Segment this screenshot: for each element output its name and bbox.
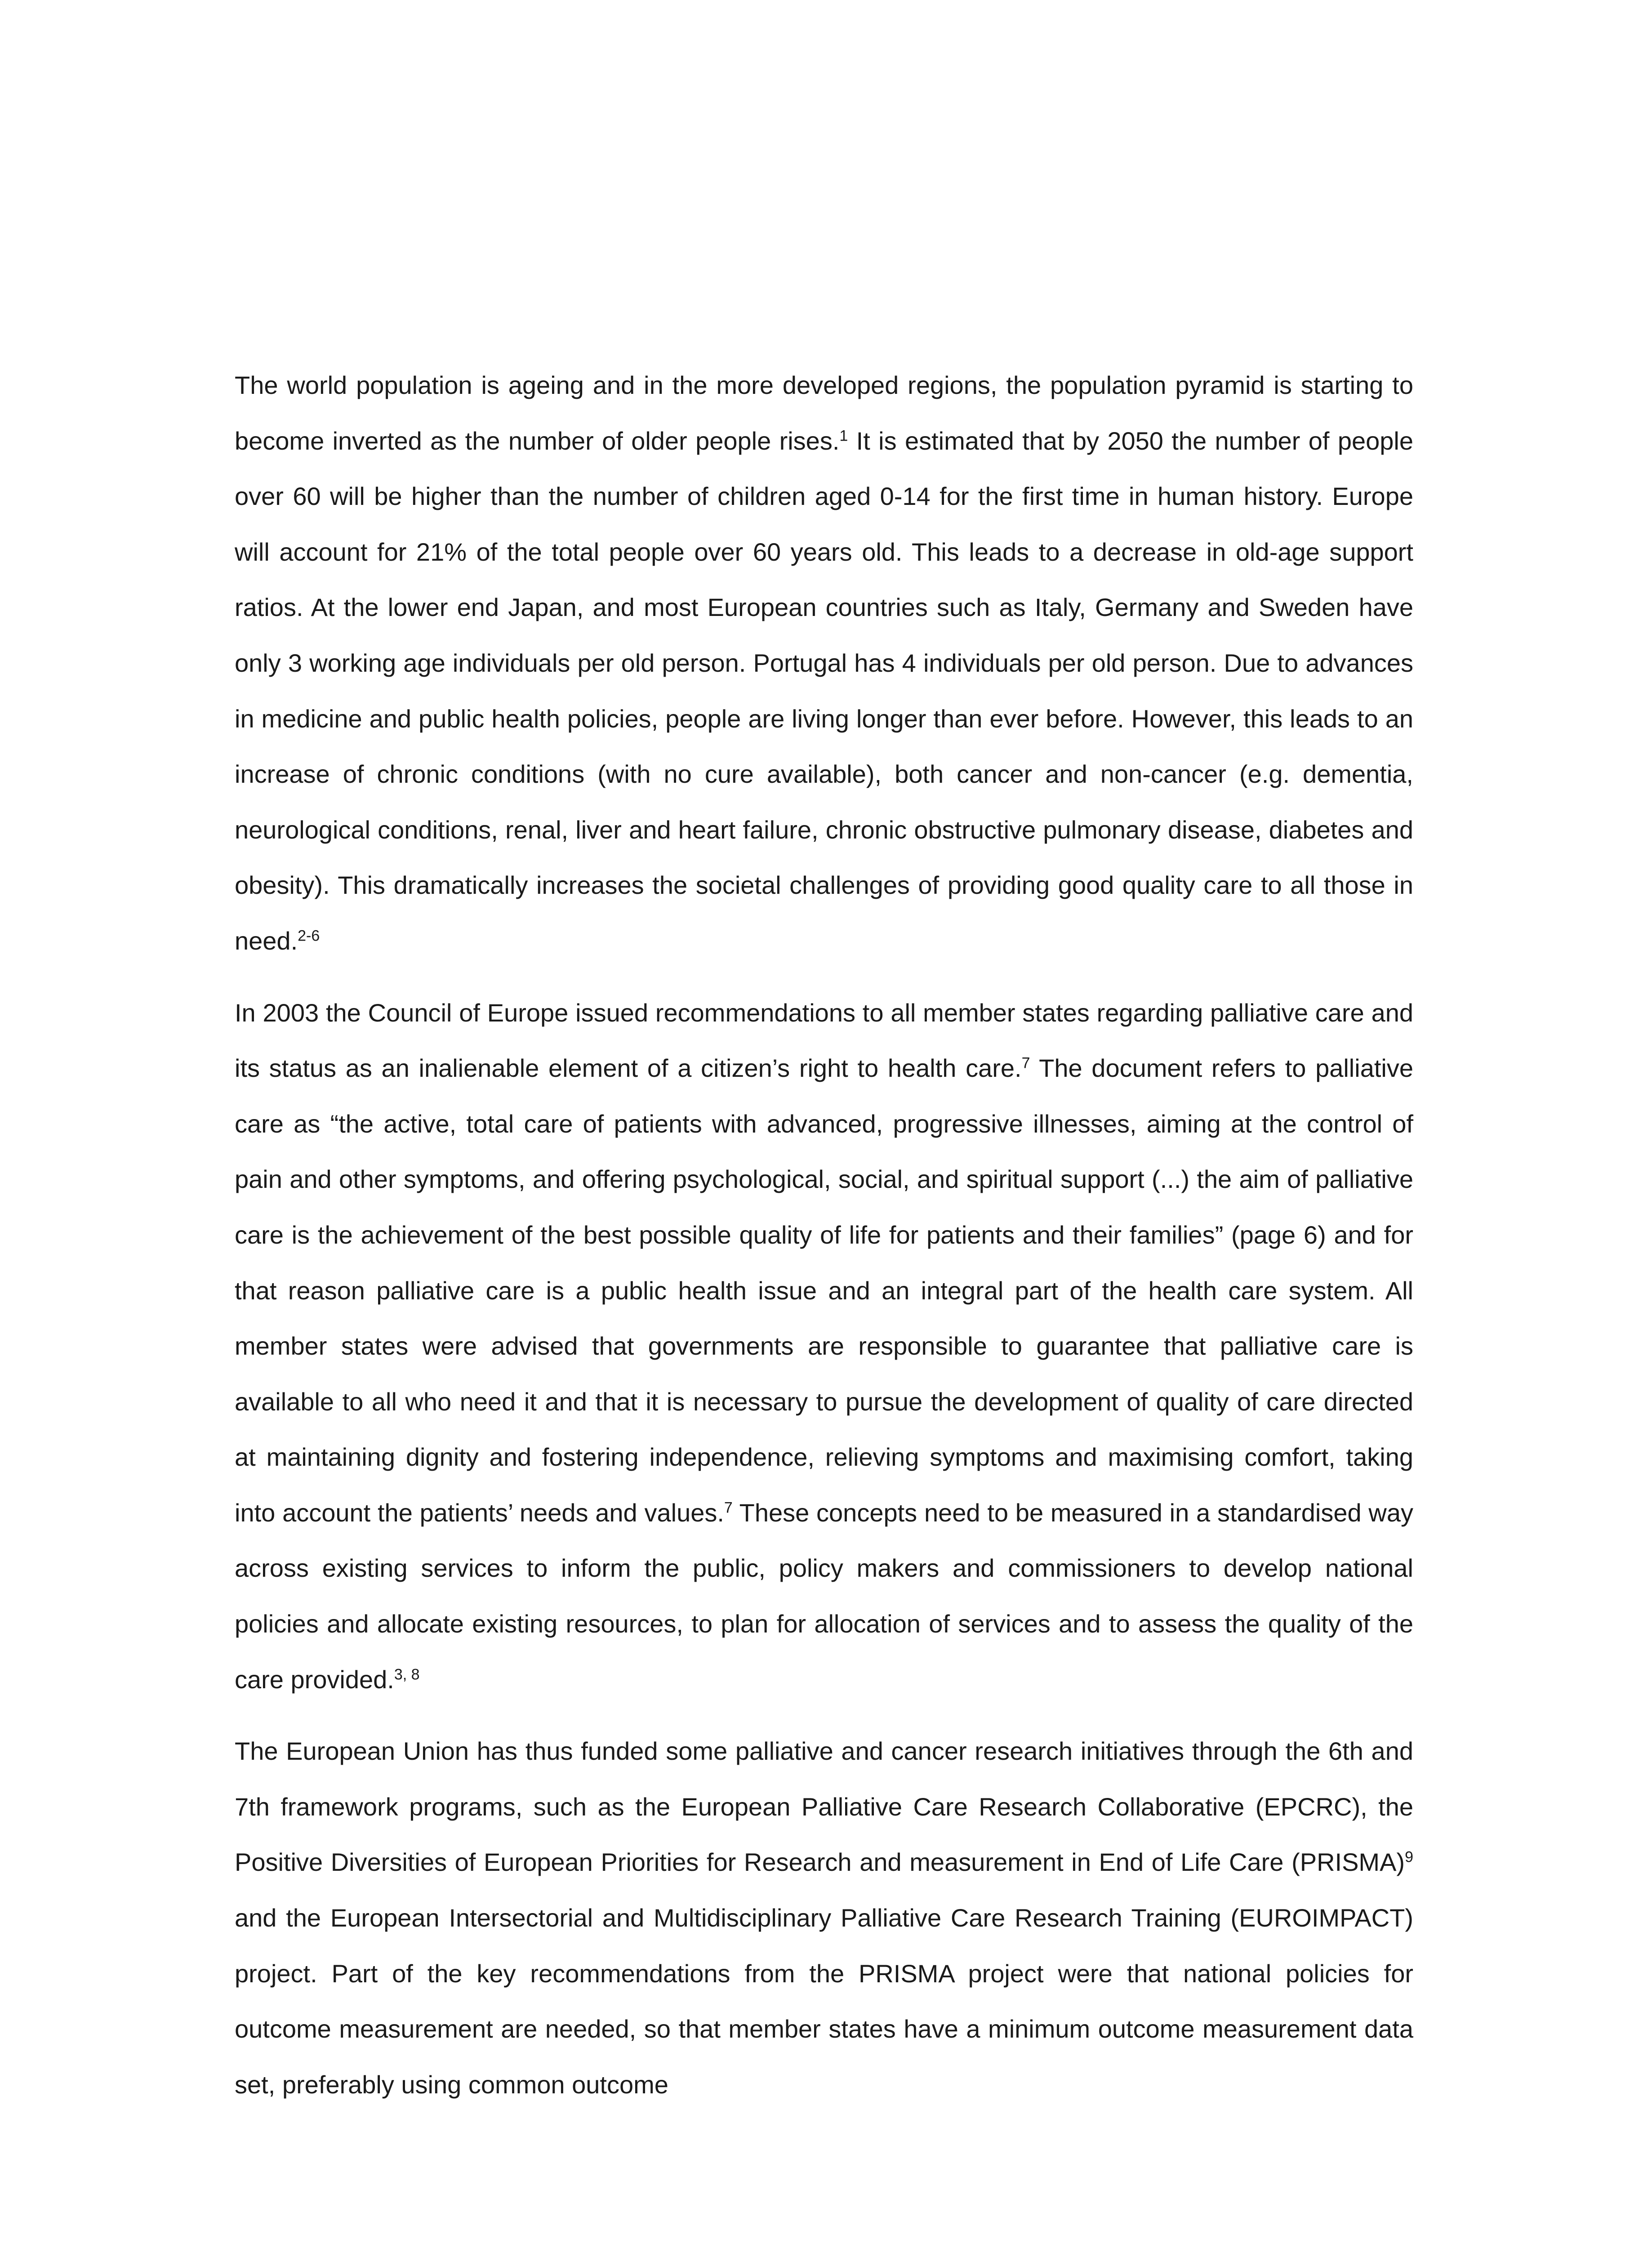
- text-segment: The world population is ageing and in the more developed regions, the population pyramid is starting to become inverted as the number of older people rises.: [235, 371, 1413, 455]
- text-segment: In 2003 the Council of Europe issued recommendations to all member states regarding palliative care and its status as an inalienable element of a citizen’s right to health care.: [235, 998, 1413, 1083]
- text-segment: The European Union has thus funded some palliative and cancer research initiatives through the 6th and 7th framework programs, such as the European Palliative Care Research Collaborative (EPCRC), the Positive Diversities of European Priorities for Research and measurement in End of Life Care (PRISMA): [235, 1737, 1413, 1877]
- text-segment: It is estimated that by 2050 the number of people over 60 will be higher than the number of children aged 0-14 for the first time in human history. Europe will account for 21% of the total people over 60 years old. This leads to a decrease in old-age support ratios. At the lower end Japan, and most European countries such as Italy, Germany and Sweden have only 3 working age individuals per old person. Portugal has 4 individuals per old person. Due to advances in medicine and public health policies, people are living longer than ever before. However, this leads to an increase of chronic conditions (with no cure available), both cancer and non-cancer (e.g. dementia, neurological conditions, renal, liver and heart failure, chronic obstructive pulmonary disease, diabetes and obesity). This dramatically increases the societal challenges of providing good quality care to all those in need.: [235, 426, 1413, 955]
- paragraph-1: [235, 357, 1413, 969]
- text-segment: and the European Intersectorial and Multidisciplinary Palliative Care Research Training (EUROIMPACT) project. Part of the key recommendations from the PRISMA project were that national policies for outcome measurement are needed, so that member states have a minimum outcome measurement data set, preferably using common outcome: [235, 1904, 1413, 2099]
- citation-superscript: 3, 8: [394, 1666, 420, 1683]
- paragraph-2: [235, 985, 1413, 1708]
- paragraph-3: [235, 1723, 1413, 2112]
- citation-superscript: 7: [1021, 1054, 1030, 1072]
- citation-superscript: 1: [839, 427, 848, 444]
- text-segment: The document refers to palliative care as “the active, total care of patients with advanced, progressive illnesses, aiming at the control of pain and other symptoms, and offering psychological, social, and spiritual support (...) the aim of palliative care is the achievement of the best possible quality of life for patients and their families” (page 6) and for that reason palliative care is a public health issue and an integral part of the health care system. All member states were advised that governments are responsible to guarantee that palliative care is available to all who need it and that it is necessary to pursue the development of quality of care directed at maintaining dignity and fostering independence, relieving symptoms and maximising comfort, taking into account the patients’ needs and values.: [235, 1054, 1413, 1527]
- citation-superscript: 9: [1405, 1848, 1413, 1866]
- citation-superscript: 2-6: [298, 927, 320, 945]
- citation-superscript: 7: [724, 1499, 733, 1517]
- text-segment: These concepts need to be measured in a standardised way across existing services to inform the public, policy makers and commissioners to develop national policies and allocate existing resources, to plan for allocation of services and to assess the quality of the care provided.: [235, 1498, 1413, 1694]
- body-text: [235, 357, 1413, 2112]
